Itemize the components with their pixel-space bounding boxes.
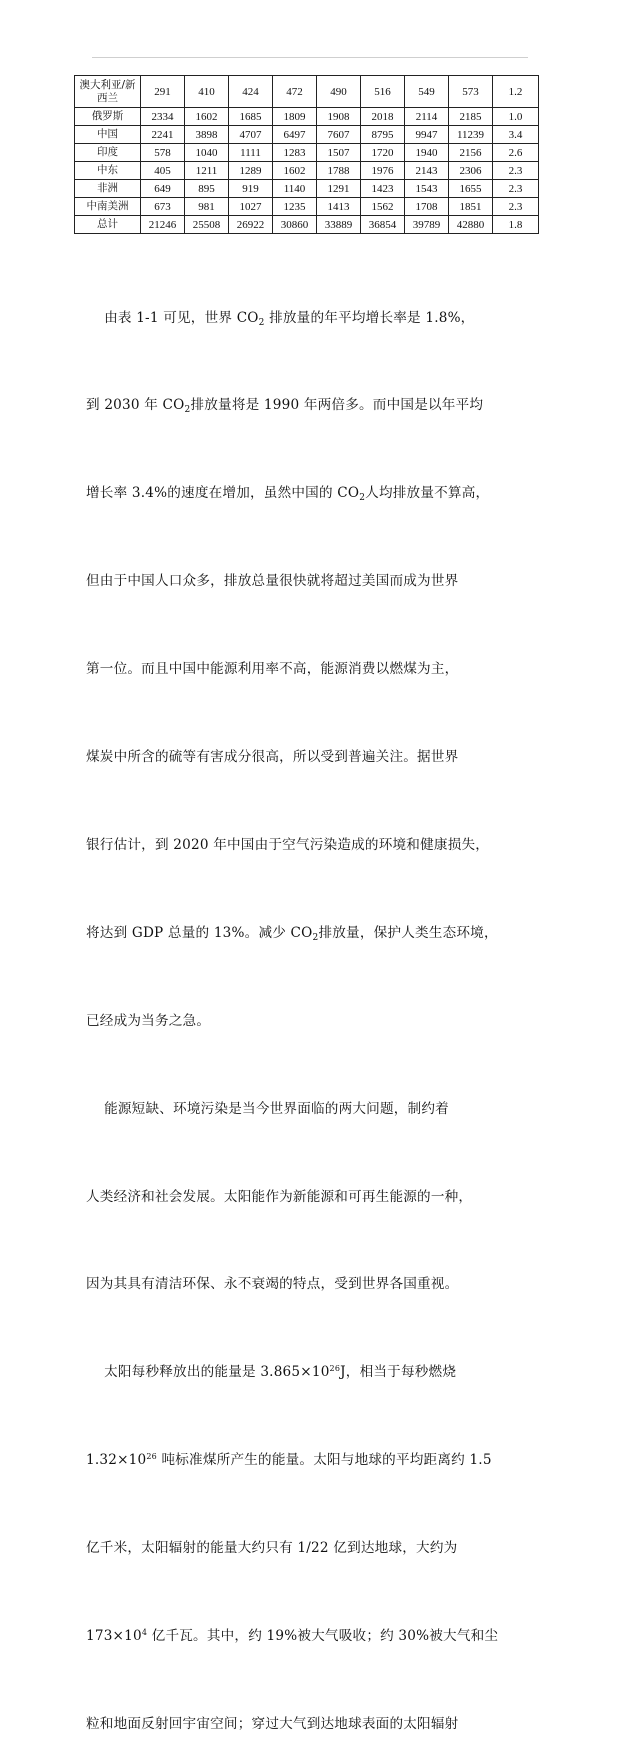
value-cell: 1976 — [361, 162, 405, 180]
value-cell: 919 — [229, 180, 273, 198]
value-cell: 8795 — [361, 126, 405, 144]
table-row — [75, 76, 539, 108]
paragraph-line — [86, 1446, 546, 1475]
paragraph-line: 人类经济和社会发展。太阳能作为新能源和可再生能源的一种， — [86, 1188, 473, 1205]
value-cell: 42880 — [449, 216, 493, 234]
value-cell: 472 — [273, 76, 317, 108]
text-run: 1.32×10 — [86, 1452, 147, 1469]
value-cell: 1283 — [273, 144, 317, 162]
paragraph-line: 能源短缺、环境污染是当今世界面临的两大问题，制约着 — [86, 1100, 449, 1117]
value-cell: 30860 — [273, 216, 317, 234]
paragraph-line: 因为其具有清洁环保、永不衰竭的特点，受到世界各国重视。 — [86, 1276, 459, 1293]
text-run: 到 2030 年 CO — [86, 397, 185, 414]
text-run: 增长率 3.4%的速度在增加，虽然中国的 CO — [86, 485, 360, 502]
value-cell: 1507 — [317, 144, 361, 162]
subscript: 2 — [359, 493, 366, 504]
value-cell: 1027 — [229, 198, 273, 216]
paragraph-line: 粒和地面反射回宇宙空间；穿过大气到达地球表面的太阳辐射 — [86, 1715, 459, 1732]
value-cell: 1291 — [317, 180, 361, 198]
region-cell: 中国 — [75, 126, 141, 144]
paragraph-line: 亿千米，太阳辐射的能量大约只有 1/22 亿到达地球，大约为 — [86, 1540, 458, 1557]
value-cell: 549 — [405, 76, 449, 108]
value-cell: 11239 — [449, 126, 493, 144]
paragraph-line: 煤炭中所含的硫等有害成分很高，所以受到普遍关注。据世界 — [86, 749, 459, 766]
region-cell: 印度 — [75, 144, 141, 162]
value-cell: 1235 — [273, 198, 317, 216]
paragraph-line: 但由于中国人口众多，排放总量很快就将超过美国而成为世界 — [86, 573, 459, 590]
value-cell: 1602 — [273, 162, 317, 180]
value-cell: 649 — [141, 180, 185, 198]
value-cell: 1562 — [361, 198, 405, 216]
superscript: 26 — [329, 1364, 341, 1374]
region-cell: 中南美洲 — [75, 198, 141, 216]
value-cell: 1708 — [405, 198, 449, 216]
table-row — [75, 144, 539, 162]
value-cell: 1423 — [361, 180, 405, 198]
emissions-table — [74, 75, 539, 234]
value-cell: 2018 — [361, 108, 405, 126]
value-cell: 2143 — [405, 162, 449, 180]
value-cell: 9947 — [405, 126, 449, 144]
subscript: 2 — [312, 932, 319, 943]
value-cell: 1.2 — [493, 76, 539, 108]
value-cell: 2185 — [449, 108, 493, 126]
paragraph-line — [86, 919, 546, 948]
value-cell: 490 — [317, 76, 361, 108]
value-cell: 36854 — [361, 216, 405, 234]
value-cell: 1788 — [317, 162, 361, 180]
value-cell: 3898 — [185, 126, 229, 144]
value-cell: 33889 — [317, 216, 361, 234]
value-cell: 1289 — [229, 162, 273, 180]
value-cell: 410 — [185, 76, 229, 108]
table-row — [75, 180, 539, 198]
paragraph-line — [86, 304, 546, 333]
text-run: 排放量，保护人类生态环境， — [318, 924, 498, 941]
value-cell: 573 — [449, 76, 493, 108]
value-cell: 1685 — [229, 108, 273, 126]
value-cell: 578 — [141, 144, 185, 162]
text-run: 人均排放量不算高， — [365, 485, 490, 502]
value-cell: 21246 — [141, 216, 185, 234]
subscript: 2 — [258, 317, 265, 328]
region-cell: 总计 — [75, 216, 141, 234]
paragraph-line — [86, 1358, 546, 1387]
value-cell: 7607 — [317, 126, 361, 144]
region-cell: 中东 — [75, 162, 141, 180]
value-cell: 1602 — [185, 108, 229, 126]
text-run: 排放量将是 1990 年两倍多。而中国是以年平均 — [190, 397, 484, 414]
value-cell: 1.0 — [493, 108, 539, 126]
table-body — [75, 76, 539, 234]
value-cell: 895 — [185, 180, 229, 198]
value-cell: 673 — [141, 198, 185, 216]
value-cell: 1908 — [317, 108, 361, 126]
text-run: 由表 1-1 可见，世界 CO — [86, 309, 259, 326]
value-cell: 1211 — [185, 162, 229, 180]
superscript: 4 — [141, 1627, 148, 1637]
text-run: J，相当于每秒燃烧 — [340, 1364, 457, 1381]
paragraph-line: 银行估计，到 2020 年中国由于空气污染造成的环境和健康损失， — [86, 836, 490, 853]
value-cell: 2334 — [141, 108, 185, 126]
table-row — [75, 126, 539, 144]
value-cell: 291 — [141, 76, 185, 108]
paragraph-line — [86, 391, 546, 420]
paragraph-line — [86, 1622, 546, 1651]
value-cell: 981 — [185, 198, 229, 216]
value-cell: 424 — [229, 76, 273, 108]
value-cell: 2114 — [405, 108, 449, 126]
value-cell: 26922 — [229, 216, 273, 234]
value-cell: 39789 — [405, 216, 449, 234]
table-row — [75, 198, 539, 216]
text-run: 将达到 GDP 总量的 13%。减少 CO — [86, 924, 313, 941]
table-row — [75, 108, 539, 126]
region-cell: 澳大利亚/新西兰 — [75, 76, 141, 108]
value-cell: 1111 — [229, 144, 273, 162]
region-cell: 非洲 — [75, 180, 141, 198]
value-cell: 1040 — [185, 144, 229, 162]
value-cell: 405 — [141, 162, 185, 180]
value-cell: 2241 — [141, 126, 185, 144]
value-cell: 2.3 — [493, 198, 539, 216]
value-cell: 6497 — [273, 126, 317, 144]
table-row — [75, 216, 539, 234]
text-run: 太阳每秒释放出的能量是 3.865×10 — [86, 1364, 330, 1381]
value-cell: 1940 — [405, 144, 449, 162]
paragraph-line: 已经成为当务之急。 — [86, 1012, 211, 1029]
text-run: 173×10 — [86, 1627, 142, 1644]
value-cell: 3.4 — [493, 126, 539, 144]
value-cell: 1140 — [273, 180, 317, 198]
text-run: 排放量的年平均增长率是 1.8%， — [264, 309, 475, 326]
paragraph-line — [86, 479, 546, 508]
value-cell: 1413 — [317, 198, 361, 216]
value-cell: 1851 — [449, 198, 493, 216]
value-cell: 2306 — [449, 162, 493, 180]
value-cell: 2.6 — [493, 144, 539, 162]
region-cell: 俄罗斯 — [75, 108, 141, 126]
value-cell: 25508 — [185, 216, 229, 234]
value-cell: 1655 — [449, 180, 493, 198]
value-cell: 1720 — [361, 144, 405, 162]
superscript: 26 — [146, 1452, 157, 1462]
value-cell: 2156 — [449, 144, 493, 162]
header-rule — [92, 57, 528, 58]
value-cell: 516 — [361, 76, 405, 108]
value-cell: 1.8 — [493, 216, 539, 234]
value-cell: 4707 — [229, 126, 273, 144]
text-run: 吨标准煤所产生的能量。太阳与地球的平均距离约 1.5 — [156, 1452, 492, 1469]
table-row — [75, 162, 539, 180]
paragraph-line: 第一位。而且中国中能源利用率不高，能源消费以燃煤为主， — [86, 661, 459, 678]
value-cell: 1543 — [405, 180, 449, 198]
text-run: 亿千瓦。其中，约 19%被大气吸收；约 30%被大气和尘 — [147, 1627, 499, 1644]
body-text — [86, 245, 546, 1754]
subscript: 2 — [184, 405, 191, 416]
value-cell: 2.3 — [493, 162, 539, 180]
value-cell: 1809 — [273, 108, 317, 126]
value-cell: 2.3 — [493, 180, 539, 198]
